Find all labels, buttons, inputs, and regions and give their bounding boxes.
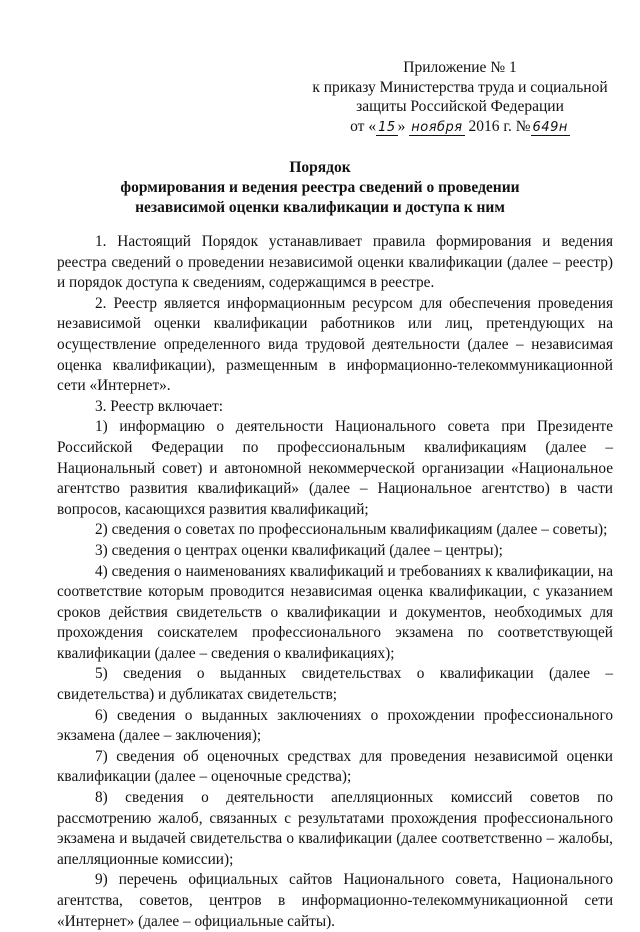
list-item-6: 6) сведения о выданных заключениях о прохождении профессионального экзамена (далее – заключения);	[57, 706, 613, 745]
title-line-1: Порядок	[289, 159, 351, 176]
list-item-8: 8) сведения о деятельности апелляционных комиссий советов по рассмотрению жалоб, связанных с результатами прохождения профессионального экзамена и выдачей свидетельства о квалификации (далее соответственно – жалобы, апелляционные комиссии);	[57, 789, 613, 868]
list-item-4: 4) сведения о наименованиях квалификаций и требованиях к квалификации, на соответствие которым проводится независимая оценка квалификации, с указанием сроков действия свидетельств о квалификации и документов, необходимых для прохождения соискателем профессионального экзамена по соответствующей квалификации (далее – сведения о квалификациях);	[57, 562, 613, 662]
list-item-3: 3) сведения о центрах оценки квалификаций (далее – центры);	[95, 541, 503, 559]
list-item-5: 5) сведения о выданных свидетельствах о квалификации (далее – свидетельства) и дубликатах свидетельств;	[57, 665, 613, 704]
title-line-2: формирования и ведения реестра сведений о проведении	[120, 179, 520, 196]
appendix-ministry-line: защиты Российской Федерации	[356, 98, 564, 115]
list-item-9: 9) перечень официальных сайтов Национального совета, Национального агентства, советов, центров в информационно-телекоммуникационной сети «Интернет» (далее – официальные сайты).	[57, 871, 613, 930]
order-number-handwritten: 649н	[532, 119, 568, 135]
date-year-prefix: 2016 г. №	[468, 117, 531, 135]
appendix-date-line	[300, 117, 620, 138]
list-item-1: 1) информацию о деятельности Национального совета при Президенте Российской Федерации по профессиональным квалификациям (далее – Национальный совет) и автономной некоммерческой организации «Национальное агентство развития квалификаций» (далее – Национальное агентство) в части вопросов, касающихся развития квалификаций;	[57, 418, 613, 518]
date-mid: »	[397, 117, 406, 135]
appendix-order-line: к приказу Министерства труда и социальной	[312, 78, 608, 96]
document-body	[57, 232, 613, 932]
appendix-number: Приложение № 1	[403, 59, 517, 76]
paragraph-3: 3. Реестр включает:	[95, 397, 224, 415]
paragraph-1: 1. Настоящий Порядок устанавливает правила формирования и ведения реестра сведений о проведении независимой оценки квалификации (далее – реестр) и порядок доступа к сведениям, содержащимся в реестре.	[57, 233, 613, 292]
list-item-2: 2) сведения о советах по профессиональным квалификациям (далее – советы);	[95, 521, 608, 539]
title-line-3: независимой оценки квалификации и доступа к ним	[135, 199, 505, 216]
date-day-handwritten: 15	[378, 119, 396, 135]
list-item-7: 7) сведения об оценочных средствах для проведения независимой оценки квалификации (далее – оценочные средства);	[57, 747, 613, 786]
paragraph-2: 2. Реестр является информационным ресурсом для обеспечения проведения независимой оценки квалификации работников или лиц, претендующих на осуществление определенного вида трудовой деятельности (далее – независимая оценка квалификации), размещенным в информационно-телекоммуникационной сети «Интернет».	[57, 294, 613, 395]
date-month-handwritten: ноября	[411, 119, 463, 135]
appendix-header	[300, 58, 620, 137]
date-prefix: от «	[350, 117, 377, 135]
document-title	[40, 158, 600, 218]
